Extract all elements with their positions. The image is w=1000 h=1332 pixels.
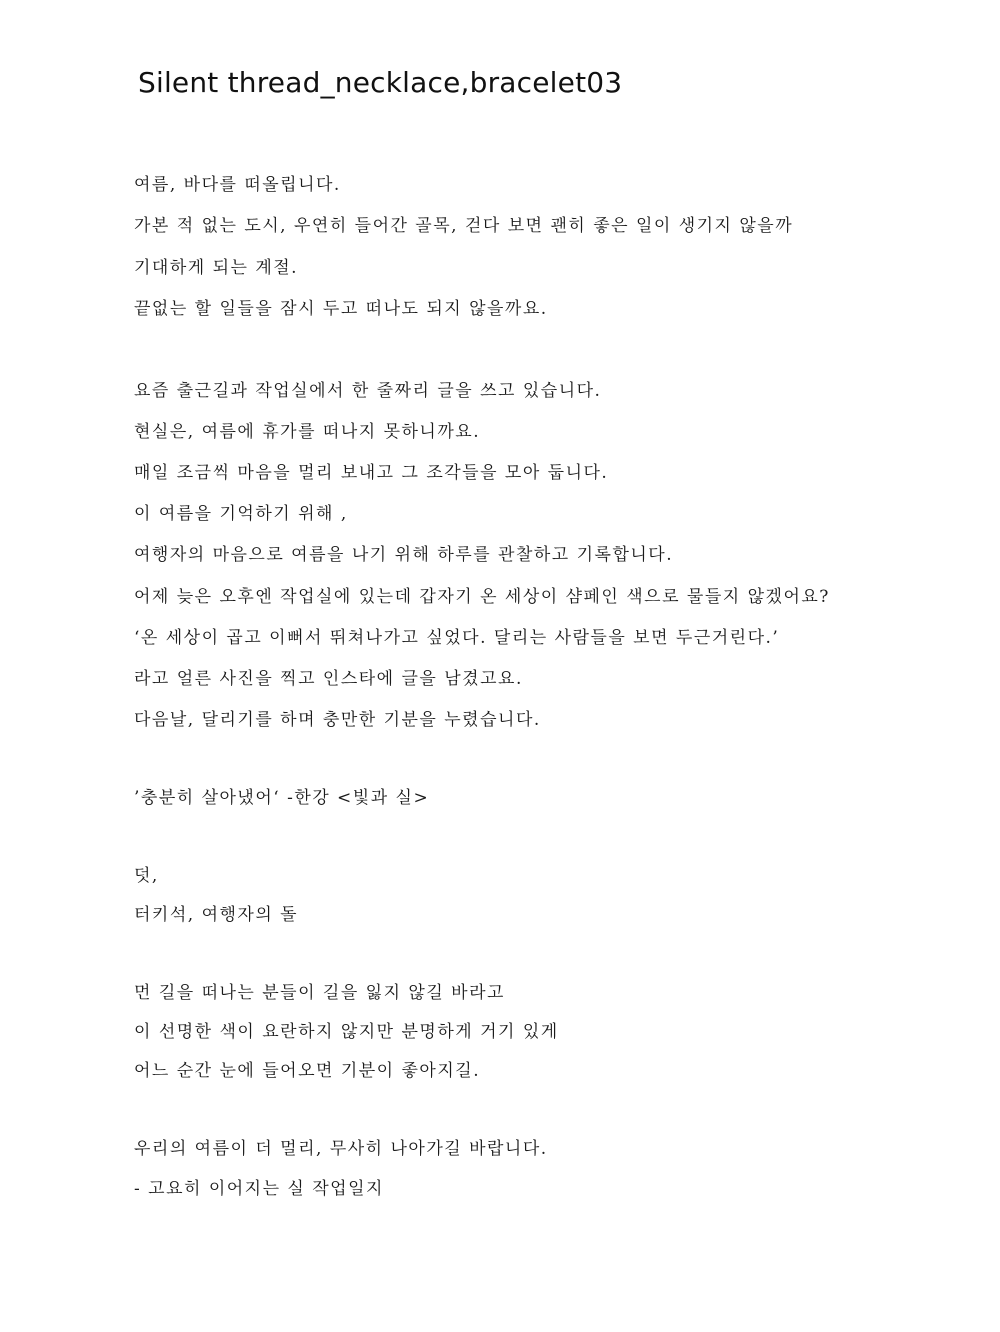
paragraph-line: 끝없는 할 일들을 잠시 두고 떠나도 되지 않을까요. <box>134 299 548 319</box>
paragraph-line: 우리의 여름이 더 멀리, 무사히 나아가길 바랍니다. <box>134 1139 548 1159</box>
paragraph-line: 기대하게 되는 계절. <box>134 258 299 278</box>
signature-line: - 고요히 이어지는 실 작업일지 <box>134 1179 384 1199</box>
paragraph-line: 가본 적 없는 도시, 우연히 들어간 골목, 걷다 보면 괜히 좋은 일이 생기지 않을까 <box>134 216 794 236</box>
paragraph-line: 라고 얼른 사진을 찍고 인스타에 글을 남겼고요. <box>134 669 523 689</box>
paragraph-line: 여름, 바다를 떠올립니다. <box>134 175 341 195</box>
paragraph-line: 덧, <box>134 866 159 886</box>
paragraph-line: ‘온 세상이 곱고 이뻐서 뛰쳐나가고 싶었다. 달리는 사람들을 보면 두근거린다.’ <box>134 628 780 648</box>
paragraph-line: 터키석, 여행자의 돌 <box>134 905 299 925</box>
quote-line: ’충분히 살아냈어‘ -한강 <빛과 실> <box>134 788 430 808</box>
paragraph-line: 요즘 출근길과 작업실에서 한 줄짜리 글을 쓰고 있습니다. <box>134 381 602 401</box>
paragraph-line: 어느 순간 눈에 들어오면 기분이 좋아지길. <box>134 1061 481 1081</box>
paragraph-line: 다음날, 달리기를 하며 충만한 기분을 누렸습니다. <box>134 710 541 730</box>
paragraph-line: 먼 길을 떠나는 분들이 길을 잃지 않길 바라고 <box>134 983 505 1003</box>
page-title: Silent thread_necklace,bracelet03 <box>138 66 623 99</box>
paragraph-line: 여행자의 마음으로 여름을 나기 위해 하루를 관찰하고 기록합니다. <box>134 545 674 565</box>
paragraph-line: 현실은, 여름에 휴가를 떠나지 못하니까요. <box>134 422 481 442</box>
paragraph-line: 매일 조금씩 마음을 멀리 보내고 그 조각들을 모아 둡니다. <box>134 463 609 483</box>
paragraph-line: 이 여름을 기억하기 위해 , <box>134 504 348 524</box>
paragraph-line: 이 선명한 색이 요란하지 않지만 분명하게 거기 있게 <box>134 1022 559 1042</box>
paragraph-line: 어제 늦은 오후엔 작업실에 있는데 갑자기 온 세상이 샴페인 색으로 물들지 않겠어요? <box>134 587 830 607</box>
